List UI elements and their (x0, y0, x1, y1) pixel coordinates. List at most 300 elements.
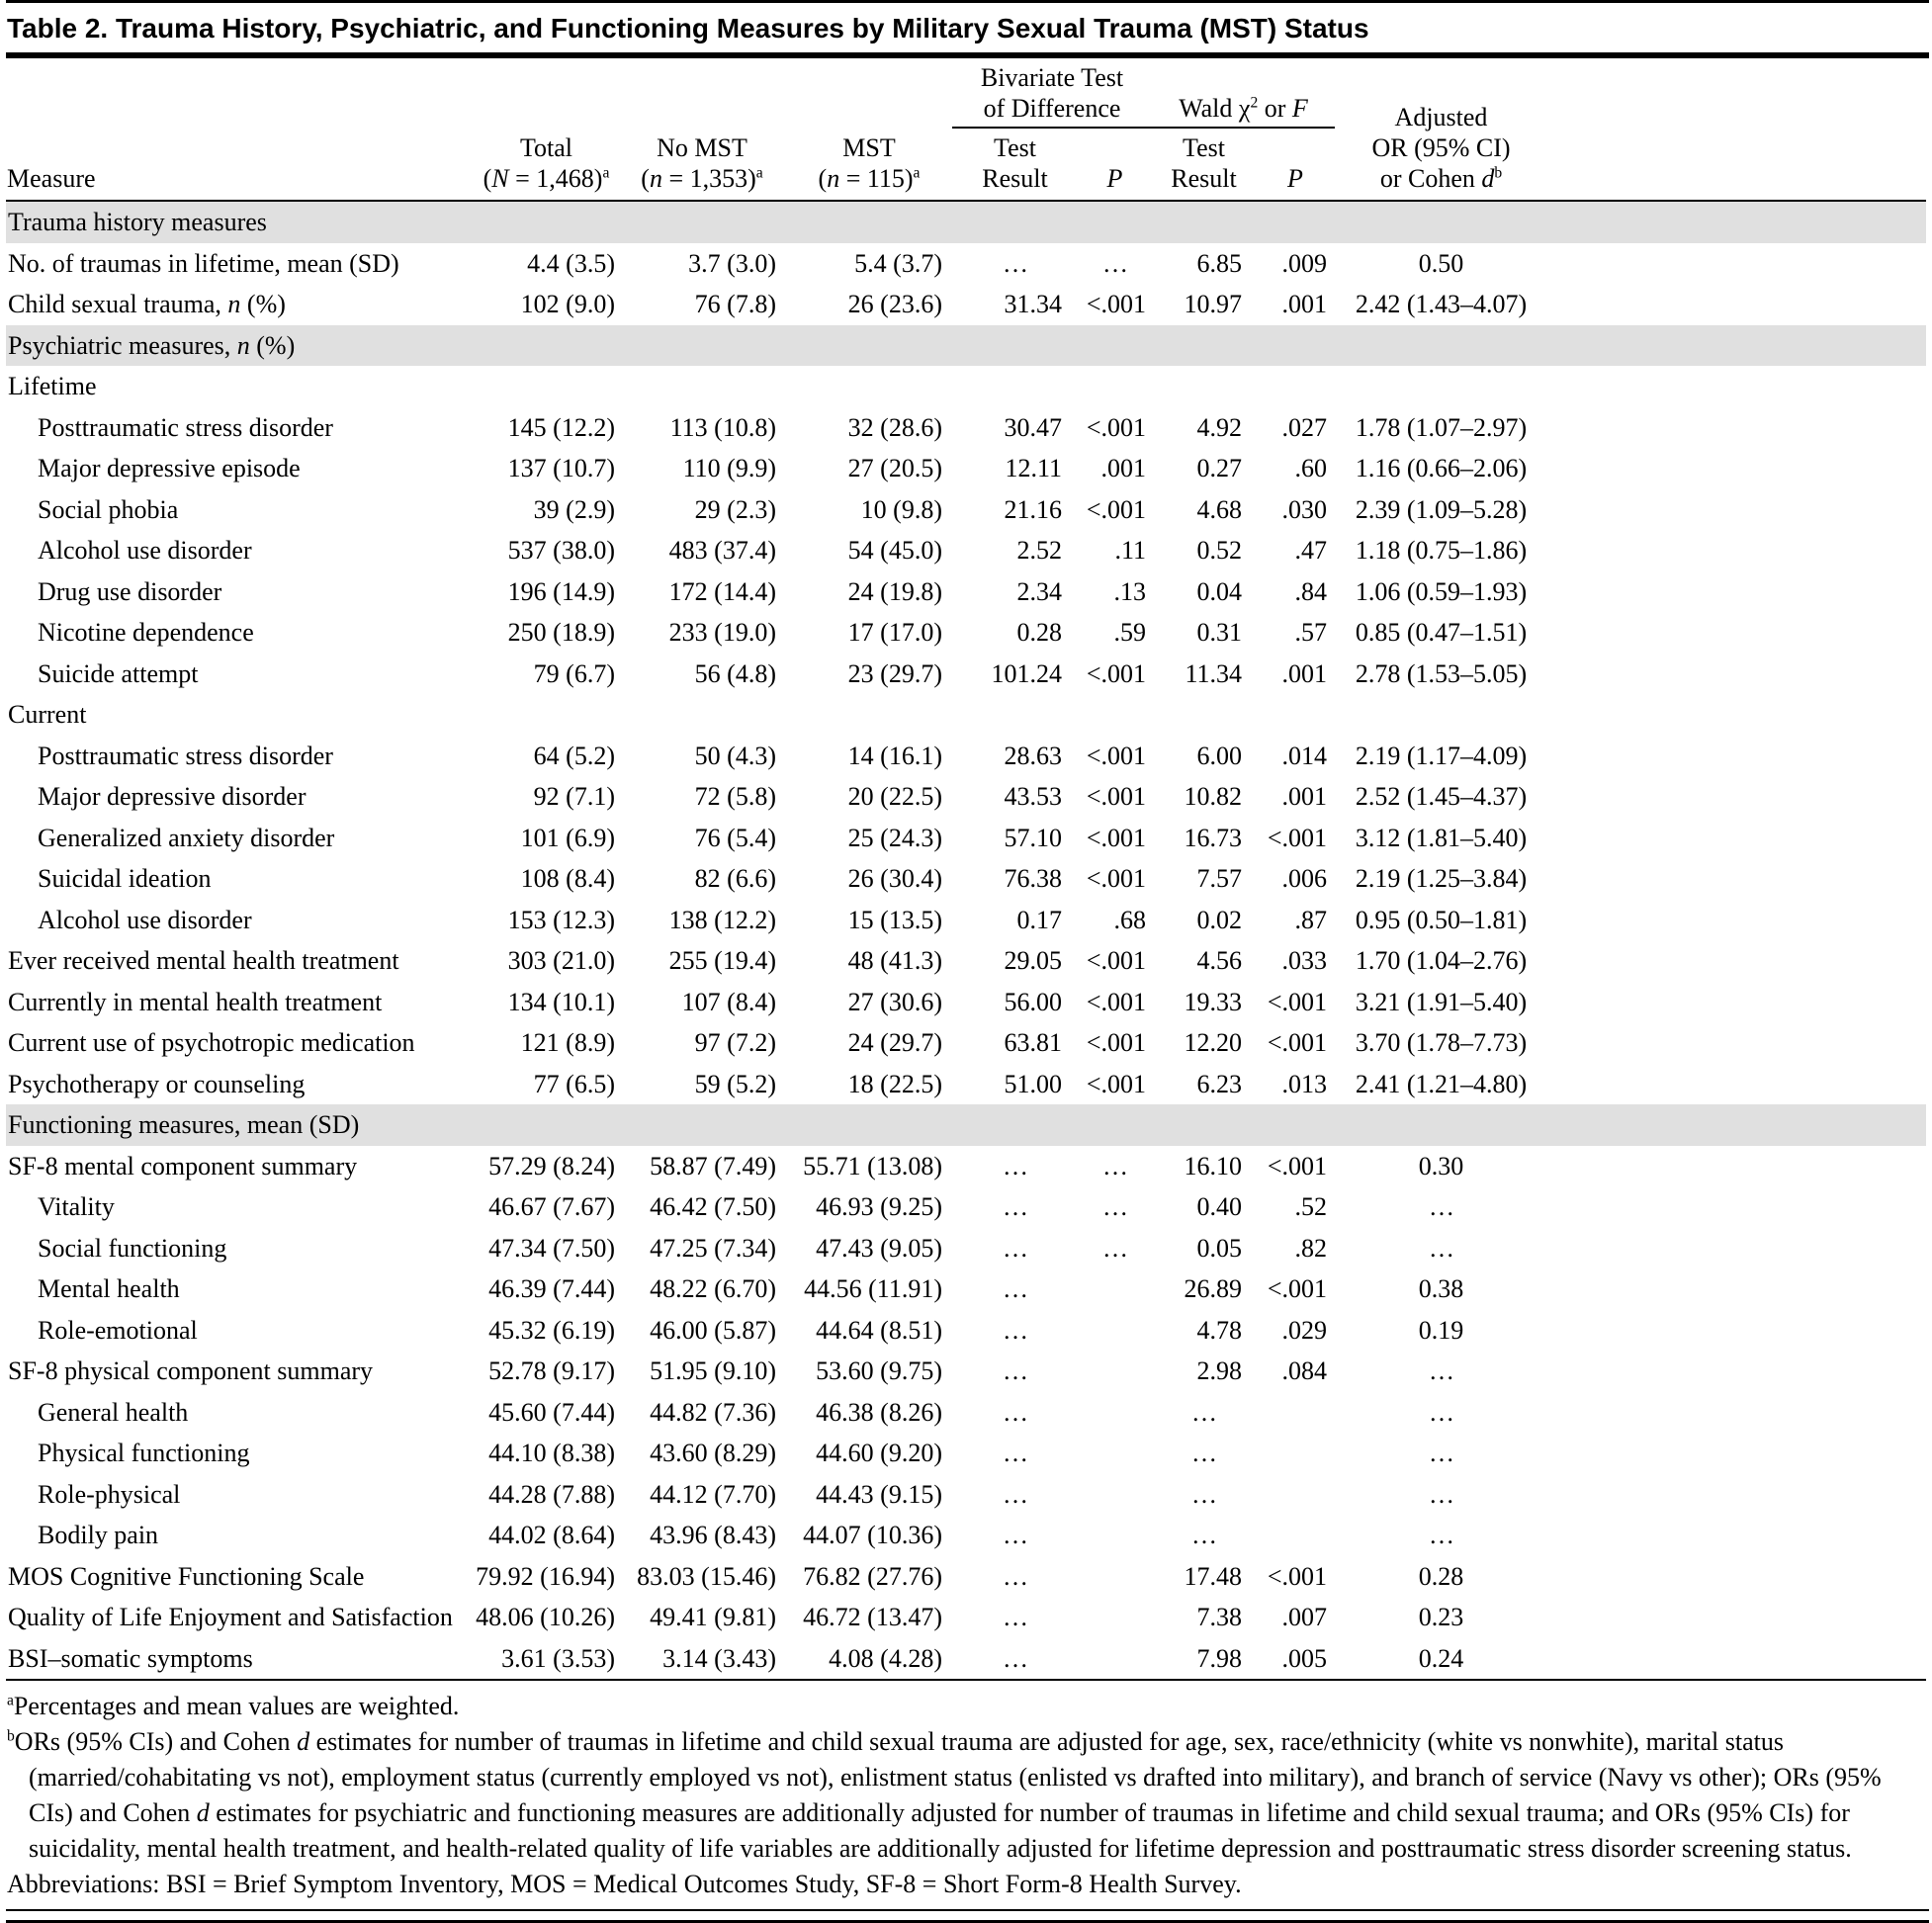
cell-adjusted-or: 2.78 (1.53–5.05) (1355, 658, 1528, 688)
cell-wald-p: .084 (1281, 1356, 1327, 1385)
cell-bivariate-test-result: … (1003, 1603, 1028, 1631)
row-spacer (1547, 284, 1926, 325)
cell-bivariate-test-result: 101.24 (991, 658, 1062, 688)
section-header-row (6, 325, 1926, 367)
cell-total: 303 (21.0) (507, 946, 615, 975)
cell-total: 4.4 (3.5) (527, 248, 615, 278)
row-spacer (1547, 858, 1926, 900)
measure-label: Social functioning (38, 1233, 227, 1263)
cell-no-mst: 43.60 (8.29) (650, 1439, 776, 1467)
row-spacer (1547, 982, 1926, 1023)
data-row (6, 1392, 1926, 1434)
cell-wald-p: .033 (1281, 946, 1327, 975)
cell-total: 79.92 (16.94) (476, 1561, 615, 1591)
section-header-row (6, 1104, 1926, 1146)
row-spacer (1547, 1228, 1926, 1269)
cell-bivariate-test-result: … (1003, 1356, 1028, 1385)
cell-wald-p (1256, 1474, 1335, 1516)
data-row (6, 448, 1926, 489)
cell-total: 46.67 (7.67) (488, 1192, 615, 1221)
measure-label: Generalized anxiety disorder (38, 823, 335, 852)
cell-wald-test-result: 16.73 (1184, 823, 1242, 852)
cell-wald-p: .47 (1294, 536, 1327, 565)
cell-adjusted-or: 2.52 (1.45–4.37) (1355, 782, 1528, 811)
cell-no-mst: 76 (7.8) (694, 290, 776, 318)
cell-bivariate-p: <.001 (1086, 741, 1146, 770)
cell-bivariate-p: .13 (1113, 576, 1146, 606)
cell-mst: 26 (30.4) (847, 864, 942, 893)
data-row (6, 1310, 1926, 1352)
measure-label: SF-8 physical component summary (8, 1356, 374, 1385)
cell-no-mst: 3.7 (3.0) (688, 248, 776, 278)
cell-wald-test-result: 7.98 (1152, 1638, 1256, 1681)
cell-bivariate-test-result: 21.16 (1004, 494, 1062, 524)
cell-no-mst: 113 (10.8) (669, 412, 776, 442)
header-row-groups (6, 58, 1926, 128)
cell-adjusted-or: … (1429, 1397, 1454, 1427)
measure-label: Suicide attempt (38, 658, 199, 688)
cell-wald-p: .84 (1294, 576, 1327, 606)
cell-adjusted-or: 0.30 (1418, 1151, 1464, 1180)
cell-no-mst: 46.00 (5.87) (650, 1315, 776, 1345)
cell-bivariate-test-result: … (1003, 1479, 1028, 1509)
footnote-b: $^b$ORs (95% CIs) and Cohen d estimates for number of traumas in lifetime and child sexual trauma are adjusted for age, sex, race/ethnicity (white vs nonwhite), marital status (married/cohabitating vs not), employment status (currently employed vs not), enlistment status (enlisted vs drafted into military), and branch of service (Navy vs other); ORs (95% CIs) and Cohen d estimates for psychiatric and functioning measures are additionally adjusted for number of traumas in lifetime and child sexual trauma; and ORs (95% CIs) for suicidality, mental health treatment, and health-related quality of life variables are additionally adjusted for lifetime depression and posttraumatic stress disorder screening status. (7, 1727, 1882, 1863)
measure-label: Quality of Life Enjoyment and Satisfaction (8, 1603, 453, 1631)
cell-wald-p (1256, 1392, 1335, 1434)
cell-no-mst: 56 (4.8) (694, 658, 776, 688)
col-header-measure: Measure (7, 164, 96, 193)
cell-adjusted-or: 1.18 (0.75–1.86) (1355, 536, 1528, 565)
section-header-label: Trauma history measures (6, 201, 1926, 243)
cell-adjusted-or: 0.28 (1418, 1561, 1464, 1591)
cell-bivariate-p: <.001 (1086, 290, 1146, 318)
cell-bivariate-p: <.001 (1086, 658, 1146, 688)
cell-wald-test-result: 4.56 (1196, 946, 1242, 975)
cell-wald-p: .001 (1281, 782, 1327, 811)
cell-adjusted-or: 0.38 (1418, 1274, 1464, 1303)
cell-wald-test-result: 11.34 (1185, 658, 1242, 688)
cell-bivariate-p (1078, 1556, 1152, 1598)
data-row (6, 571, 1926, 613)
data-row (6, 654, 1926, 695)
cell-wald-test-result: 4.78 (1196, 1315, 1242, 1345)
measure-label: Major depressive disorder (38, 782, 307, 811)
cell-bivariate-p: <.001 (1086, 494, 1146, 524)
cell-wald-p: .52 (1294, 1192, 1327, 1221)
cell-mst: 14 (16.1) (847, 741, 942, 770)
cell-no-mst: 58.87 (7.49) (650, 1151, 776, 1180)
subsection-header-row (6, 366, 1926, 407)
cell-adjusted-or: 3.70 (1.78–7.73) (1355, 1028, 1528, 1057)
cell-mst: 18 (22.5) (847, 1069, 942, 1098)
row-spacer (1547, 1351, 1926, 1392)
cell-adjusted-or: 2.42 (1.43–4.07) (1355, 290, 1528, 318)
row-spacer (1547, 1556, 1926, 1598)
cell-adjusted-or: 3.21 (1.91–5.40) (1355, 987, 1528, 1016)
cell-bivariate-test-result: 2.34 (1016, 576, 1062, 606)
col-header-bivariate-p: P (1106, 164, 1123, 193)
row-spacer (1547, 1638, 1926, 1681)
row-spacer (1547, 736, 1926, 777)
row-spacer (1547, 818, 1926, 859)
data-row (6, 940, 1926, 982)
data-row (6, 1515, 1926, 1556)
cell-total: 108 (8.4) (520, 864, 615, 893)
cell-no-mst: 59 (5.2) (694, 1069, 776, 1098)
row-spacer (1547, 489, 1926, 531)
cell-wald-test-result: 0.02 (1196, 905, 1242, 934)
cell-total: 250 (18.9) (507, 618, 615, 647)
cell-bivariate-p: .001 (1100, 454, 1146, 482)
measure-label: Posttraumatic stress disorder (38, 741, 333, 770)
measure-label: Current use of psychotropic medication (8, 1028, 415, 1057)
cell-mst: 15 (13.5) (847, 905, 942, 934)
cell-total: 44.10 (8.38) (488, 1439, 615, 1467)
measure-label: Mental health (38, 1274, 180, 1303)
cell-mst: 23 (29.7) (847, 658, 942, 688)
cell-bivariate-test-result: … (1003, 1561, 1028, 1591)
cell-adjusted-or: 2.19 (1.25–3.84) (1355, 864, 1528, 893)
cell-wald-p: <.001 (1267, 823, 1327, 852)
cell-wald-test-result: 0.04 (1196, 576, 1242, 606)
cell-no-mst: 107 (8.4) (681, 987, 776, 1016)
data-row (6, 1022, 1926, 1064)
cell-wald-test-result: … (1191, 1479, 1217, 1509)
col-header-wald-test-result: Test Result (1171, 133, 1237, 193)
cell-wald-test-result: 6.85 (1196, 248, 1242, 278)
measure-label: MOS Cognitive Functioning Scale (8, 1561, 365, 1591)
data-row (6, 1228, 1926, 1269)
cell-total: 121 (8.9) (520, 1028, 615, 1057)
cell-total: 137 (10.7) (507, 454, 615, 482)
data-row (6, 284, 1926, 325)
cell-wald-test-result: … (1191, 1521, 1217, 1549)
cell-mst: 44.07 (10.36) (803, 1521, 942, 1549)
cell-mst: 25 (24.3) (847, 823, 942, 852)
cell-bivariate-p: .59 (1113, 618, 1146, 647)
data-row (6, 776, 1926, 818)
cell-bivariate-test-result: … (1003, 1233, 1028, 1263)
cell-total: 46.39 (7.44) (488, 1274, 615, 1303)
measure-label: Vitality (38, 1192, 115, 1221)
cell-no-mst: 49.41 (9.81) (650, 1603, 776, 1631)
cell-bivariate-p: <.001 (1086, 946, 1146, 975)
data-row (6, 1474, 1926, 1516)
cell-bivariate-p: … (1102, 1233, 1128, 1263)
row-spacer (1547, 776, 1926, 818)
cell-total: 48.06 (10.26) (476, 1603, 615, 1631)
cell-wald-test-result: 4.68 (1196, 494, 1242, 524)
cell-bivariate-test-result: … (1003, 1439, 1028, 1467)
cell-mst: 32 (28.6) (847, 412, 942, 442)
cell-no-mst: 97 (7.2) (694, 1028, 776, 1057)
col-header-adjusted-or: Adjusted OR (95% CI) or Cohen $d^b$ (1371, 103, 1511, 193)
cell-no-mst: 172 (14.4) (668, 576, 776, 606)
cell-adjusted-or: … (1429, 1233, 1454, 1263)
cell-adjusted-or: 1.16 (0.66–2.06) (1355, 454, 1528, 482)
cell-mst: 44.56 (11.91) (804, 1274, 942, 1303)
cell-bivariate-test-result: … (1003, 1151, 1028, 1180)
cell-bivariate-test-result: 31.34 (1004, 290, 1062, 318)
cell-no-mst: 50 (4.3) (694, 741, 776, 770)
cell-bivariate-p: <.001 (1086, 412, 1146, 442)
cell-adjusted-or: 0.23 (1418, 1603, 1464, 1631)
cell-bivariate-test-result: 30.47 (1004, 412, 1062, 442)
cell-wald-test-result: 16.10 (1184, 1151, 1242, 1180)
cell-bivariate-p (1078, 1310, 1152, 1352)
cell-wald-test-result: 0.40 (1196, 1192, 1242, 1221)
cell-wald-test-result: 6.23 (1196, 1069, 1242, 1098)
row-spacer (1547, 243, 1926, 285)
group-header-wald-chi2-or-f: Wald $\chi^2$ or F (1152, 58, 1335, 128)
cell-wald-p: .57 (1294, 618, 1327, 647)
cell-adjusted-or: … (1429, 1521, 1454, 1549)
cell-bivariate-test-result: … (1003, 1521, 1028, 1549)
data-row (6, 1597, 1926, 1638)
row-spacer (1547, 900, 1926, 941)
measure-label: General health (38, 1397, 189, 1427)
cell-wald-test-result: 6.00 (1196, 741, 1242, 770)
data-row (6, 1186, 1926, 1228)
measure-label: Role-physical (38, 1479, 181, 1509)
cell-adjusted-or: 0.95 (0.50–1.81) (1355, 905, 1528, 934)
cell-bivariate-p: <.001 (1086, 1069, 1146, 1098)
cell-bivariate-p (1078, 1351, 1152, 1392)
measure-label: Psychotherapy or counseling (8, 1069, 306, 1098)
cell-wald-p: .60 (1294, 454, 1327, 482)
row-spacer (1547, 1433, 1926, 1474)
row-spacer (1547, 1146, 1926, 1187)
cell-adjusted-or: … (1429, 1192, 1454, 1221)
data-row (6, 243, 1926, 285)
cell-no-mst: 483 (37.4) (668, 536, 776, 565)
cell-adjusted-or: 0.50 (1418, 248, 1464, 278)
cell-wald-p: .009 (1281, 248, 1327, 278)
cell-total: 92 (7.1) (533, 782, 615, 811)
cell-adjusted-or: 2.39 (1.09–5.28) (1355, 494, 1528, 524)
measure-label: Ever received mental health treatment (8, 946, 399, 975)
cell-no-mst: 255 (19.4) (668, 946, 776, 975)
cell-no-mst: 51.95 (9.10) (650, 1356, 776, 1385)
col-header-no-mst: No MST (n = 1,353)$^a$ (641, 133, 763, 193)
cell-total: 79 (6.7) (533, 658, 615, 688)
row-spacer (1547, 1310, 1926, 1352)
cell-adjusted-or: 1.06 (0.59–1.93) (1355, 576, 1528, 606)
cell-total: 145 (12.2) (507, 412, 615, 442)
row-spacer (1547, 1392, 1926, 1434)
cell-wald-test-result: 7.38 (1196, 1603, 1242, 1631)
row-spacer (1547, 612, 1926, 654)
section-header-row (6, 201, 1926, 243)
cell-wald-test-result: 4.92 (1196, 412, 1242, 442)
measure-label: Nicotine dependence (38, 618, 254, 647)
cell-bivariate-test-result: 43.53 (1004, 782, 1062, 811)
data-row (6, 489, 1926, 531)
cell-adjusted-or: 0.85 (0.47–1.51) (1355, 618, 1528, 647)
cell-mst: 5.4 (3.7) (854, 248, 942, 278)
cell-bivariate-test-result: … (952, 1638, 1078, 1681)
cell-wald-test-result: 0.05 (1196, 1233, 1242, 1263)
cell-adjusted-or: 1.70 (1.04–2.76) (1355, 946, 1528, 975)
cell-adjusted-or: 1.78 (1.07–2.97) (1355, 412, 1528, 442)
row-spacer (1547, 1064, 1926, 1105)
cell-adjusted-or: … (1429, 1479, 1454, 1509)
row-spacer (1547, 1268, 1926, 1310)
cell-wald-p: <.001 (1267, 1561, 1327, 1591)
cell-total: 45.32 (6.19) (488, 1315, 615, 1345)
cell-no-mst: 29 (2.3) (694, 494, 776, 524)
cell-bivariate-test-result: … (1003, 1315, 1028, 1345)
measure-label: Suicidal ideation (38, 864, 212, 893)
cell-total: 537 (38.0) (507, 536, 615, 565)
cell-total: 101 (6.9) (520, 823, 615, 852)
cell-bivariate-p (1078, 1515, 1152, 1556)
cell-wald-p: .001 (1281, 658, 1327, 688)
row-spacer (1547, 448, 1926, 489)
cell-bivariate-test-result: … (1003, 1397, 1028, 1427)
cell-total: 45.60 (7.44) (488, 1397, 615, 1427)
cell-mst: 26 (23.6) (847, 290, 942, 318)
data-row (6, 1146, 1926, 1187)
cell-wald-test-result: 17.48 (1184, 1561, 1242, 1591)
cell-bivariate-test-result: 56.00 (1004, 987, 1062, 1016)
cell-bivariate-test-result: 57.10 (1004, 823, 1062, 852)
cell-no-mst: 72 (5.8) (694, 782, 776, 811)
measure-label: SF-8 mental component summary (8, 1151, 358, 1180)
data-row (6, 1556, 1926, 1598)
measure-label: Currently in mental health treatment (8, 987, 383, 1016)
cell-wald-test-result: 10.82 (1184, 782, 1242, 811)
measure-label: Role-emotional (38, 1315, 198, 1345)
cell-mst: 48 (41.3) (847, 946, 942, 975)
data-row (6, 1064, 1926, 1105)
measure-label: No. of traumas in lifetime, mean (SD) (8, 248, 399, 278)
subsection-header-row (6, 694, 1926, 736)
row-spacer (1547, 571, 1926, 613)
cell-bivariate-test-result: 63.81 (1004, 1028, 1062, 1057)
col-header-bivariate-test-result: Test Result (982, 133, 1048, 193)
cell-wald-p: .027 (1281, 412, 1327, 442)
cell-total: 44.28 (7.88) (488, 1479, 615, 1509)
cell-no-mst: 83.03 (15.46) (637, 1561, 776, 1591)
table-body (6, 201, 1926, 1680)
data-row (6, 818, 1926, 859)
cell-bivariate-test-result: … (1003, 1274, 1028, 1303)
cell-adjusted-or: … (1429, 1356, 1454, 1385)
cell-adjusted-or: 3.12 (1.81–5.40) (1355, 823, 1528, 852)
section-header-label: Psychiatric measures, n (%) (6, 325, 1926, 367)
col-header-total: Total (N = 1,468)$^a$ (483, 133, 610, 193)
subsection-header-label: Lifetime (8, 372, 97, 400)
cell-mst: 54 (45.0) (847, 536, 942, 565)
measure-label: Bodily pain (38, 1521, 159, 1549)
cell-total: 57.29 (8.24) (488, 1151, 615, 1180)
abbreviations-note: Abbreviations: BSI = Brief Symptom Inventory, MOS = Medical Outcomes Study, SF-8 = Short Form-8 Health Survey. (7, 1870, 1242, 1898)
cell-no-mst: 233 (19.0) (668, 618, 776, 647)
data-row (6, 530, 1926, 571)
cell-total: 77 (6.5) (533, 1069, 615, 1098)
cell-mst: 10 (9.8) (860, 494, 942, 524)
row-spacer (1547, 1515, 1926, 1556)
row-spacer (1547, 1022, 1926, 1064)
data-row (6, 1638, 1926, 1681)
subsection-header-label: Current (8, 700, 87, 729)
cell-wald-p: .007 (1281, 1603, 1327, 1631)
header-spacer (1547, 58, 1926, 201)
cell-mst: 46.72 (13.47) (803, 1603, 942, 1631)
cell-bivariate-test-result: 0.28 (1016, 618, 1062, 647)
cell-bivariate-p: <.001 (1086, 782, 1146, 811)
measure-label: Alcohol use disorder (38, 536, 252, 565)
cell-wald-test-result: 0.52 (1196, 536, 1242, 565)
data-row (6, 1351, 1926, 1392)
cell-bivariate-p: .11 (1114, 536, 1146, 565)
row-spacer (1547, 1474, 1926, 1516)
cell-mst: 53.60 (9.75) (816, 1356, 942, 1385)
cell-wald-test-result: 26.89 (1184, 1274, 1242, 1303)
cell-mst: 44.60 (9.20) (816, 1439, 942, 1467)
measure-label: Posttraumatic stress disorder (38, 412, 333, 442)
cell-wald-p: .82 (1294, 1233, 1327, 1263)
cell-mst: 27 (20.5) (847, 454, 942, 482)
cell-wald-p (1256, 1433, 1335, 1474)
cell-bivariate-test-result: 29.05 (1004, 946, 1062, 975)
cell-wald-test-result: … (1191, 1397, 1217, 1427)
cell-bivariate-test-result: 28.63 (1004, 741, 1062, 770)
cell-mst: 4.08 (4.28) (786, 1638, 952, 1681)
cell-mst: 55.71 (13.08) (803, 1151, 942, 1180)
cell-bivariate-p: … (1102, 1151, 1128, 1180)
cell-total: 102 (9.0) (520, 290, 615, 318)
measure-label: Alcohol use disorder (38, 905, 252, 934)
cell-bivariate-p: <.001 (1086, 1028, 1146, 1057)
cell-bivariate-test-result: 0.17 (1016, 905, 1062, 934)
cell-total: 153 (12.3) (507, 905, 615, 934)
cell-mst: 46.93 (9.25) (816, 1192, 942, 1221)
cell-wald-p: .001 (1281, 290, 1327, 318)
cell-wald-test-result: 7.57 (1196, 864, 1242, 893)
cell-wald-p: <.001 (1267, 1028, 1327, 1057)
row-spacer (1547, 407, 1926, 449)
cell-bivariate-test-result: 12.11 (1005, 454, 1062, 482)
cell-bivariate-p: <.001 (1086, 823, 1146, 852)
cell-bivariate-p: .68 (1113, 905, 1146, 934)
cell-bivariate-p: <.001 (1086, 987, 1146, 1016)
cell-mst: 17 (17.0) (847, 618, 942, 647)
cell-bivariate-p (1078, 1474, 1152, 1516)
cell-total: 39 (2.9) (533, 494, 615, 524)
cell-wald-p: <.001 (1267, 1274, 1327, 1303)
row-spacer (1547, 940, 1926, 982)
measure-label: Social phobia (38, 494, 179, 524)
cell-mst: 24 (19.8) (847, 576, 942, 606)
cell-adjusted-or: … (1429, 1439, 1454, 1467)
cell-bivariate-p (1078, 1433, 1152, 1474)
cell-wald-p: .87 (1294, 905, 1327, 934)
row-spacer (1547, 1597, 1926, 1638)
cell-bivariate-p: … (1102, 1192, 1128, 1221)
cell-no-mst: 3.14 (3.43) (618, 1638, 786, 1681)
cell-no-mst: 44.82 (7.36) (650, 1397, 776, 1427)
cell-adjusted-or: 2.19 (1.17–4.09) (1355, 741, 1528, 770)
table-header (6, 58, 1926, 201)
data-row (6, 612, 1926, 654)
measure-label: Drug use disorder (38, 576, 222, 606)
group-header-bivariate-test: Bivariate Test of Difference (952, 58, 1152, 128)
cell-mst: 47.43 (9.05) (816, 1233, 942, 1263)
cell-no-mst: 44.12 (7.70) (650, 1479, 776, 1509)
data-row (6, 1268, 1926, 1310)
